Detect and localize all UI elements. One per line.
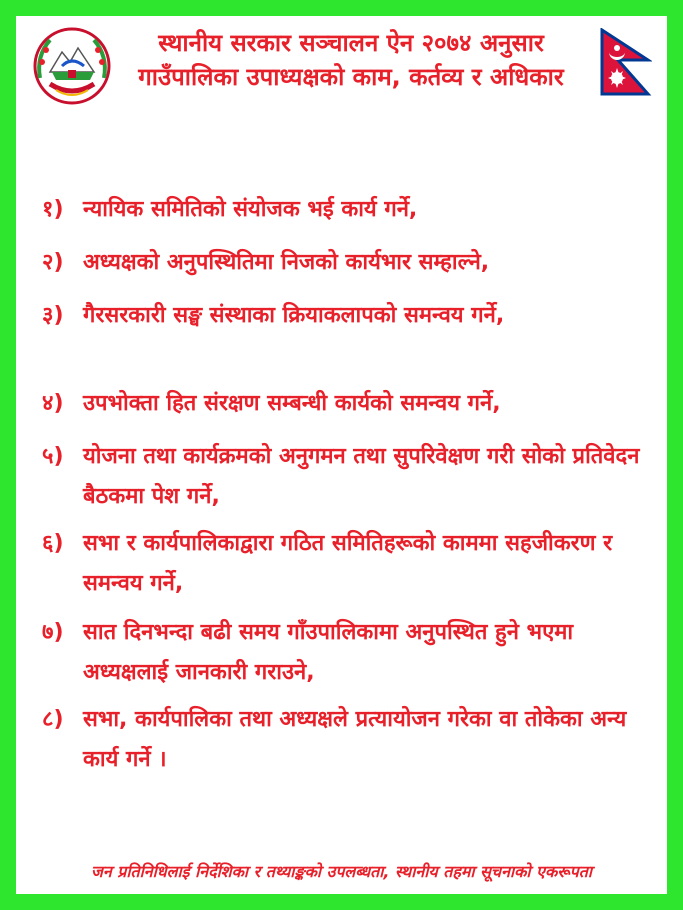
item-number: १) xyxy=(42,197,64,222)
page-title-line1: स्थानीय सरकार सञ्चालन ऐन २०७४ अनुसार xyxy=(158,29,544,57)
item-text: उपभोक्ता हित संरक्षण सम्बन्धी कार्यको समन्वय गर्ने, xyxy=(83,391,501,416)
notice-board xyxy=(16,16,667,894)
item-text: अध्यक्षको अनुपस्थितिमा निजको कार्यभार सम्हाल्ने, xyxy=(83,250,490,275)
item-text: सभा र कार्यपालिकाद्वारा गठित समितिहरूको काममा सहजीकरण र समन्वय गर्ने, xyxy=(83,531,613,596)
item-text: न्यायिक समितिको संयोजक भई कार्य गर्ने, xyxy=(83,197,418,222)
item-number: ४) xyxy=(42,391,64,416)
page-title-line2: गाउँपालिका उपाध्यक्षको काम, कर्तव्य र अधिकार xyxy=(138,63,564,91)
footer-tagline: जन प्रतिनिधिलाई निर्देशिका र तथ्याङ्कको उपलब्धता, स्थानीय तहमा सूचनाको एकरूपता xyxy=(90,862,593,881)
item-text: सभा, कार्यपालिका तथा अध्यक्षले प्रत्यायोजन गरेका वा तोकेका अन्य कार्य गर्ने । xyxy=(83,707,627,772)
item-text: गैरसरकारी सङ्घ संस्थाका क्रियाकलापको समन्वय गर्ने, xyxy=(83,303,505,328)
nepal-flag-icon xyxy=(600,28,652,96)
item-text: सात दिनभन्दा बढी समय गाँउपालिकामा अनुपस्थित हुने भएमा अध्यक्षलाई जानकारी गराउने, xyxy=(83,620,574,685)
item-number: ७) xyxy=(42,620,64,645)
item-number: ५) xyxy=(42,444,64,469)
item-number: ३) xyxy=(42,303,64,328)
item-text: योजना तथा कार्यक्रमको अनुगमन तथा सुपरिवेक्षण गरी सोको प्रतिवेदन बैठकमा पेश गर्ने, xyxy=(83,444,640,509)
item-number: २) xyxy=(42,250,64,275)
item-number: ६) xyxy=(42,531,64,556)
item-number: ८) xyxy=(42,707,64,732)
nepal-emblem-icon xyxy=(32,26,112,106)
